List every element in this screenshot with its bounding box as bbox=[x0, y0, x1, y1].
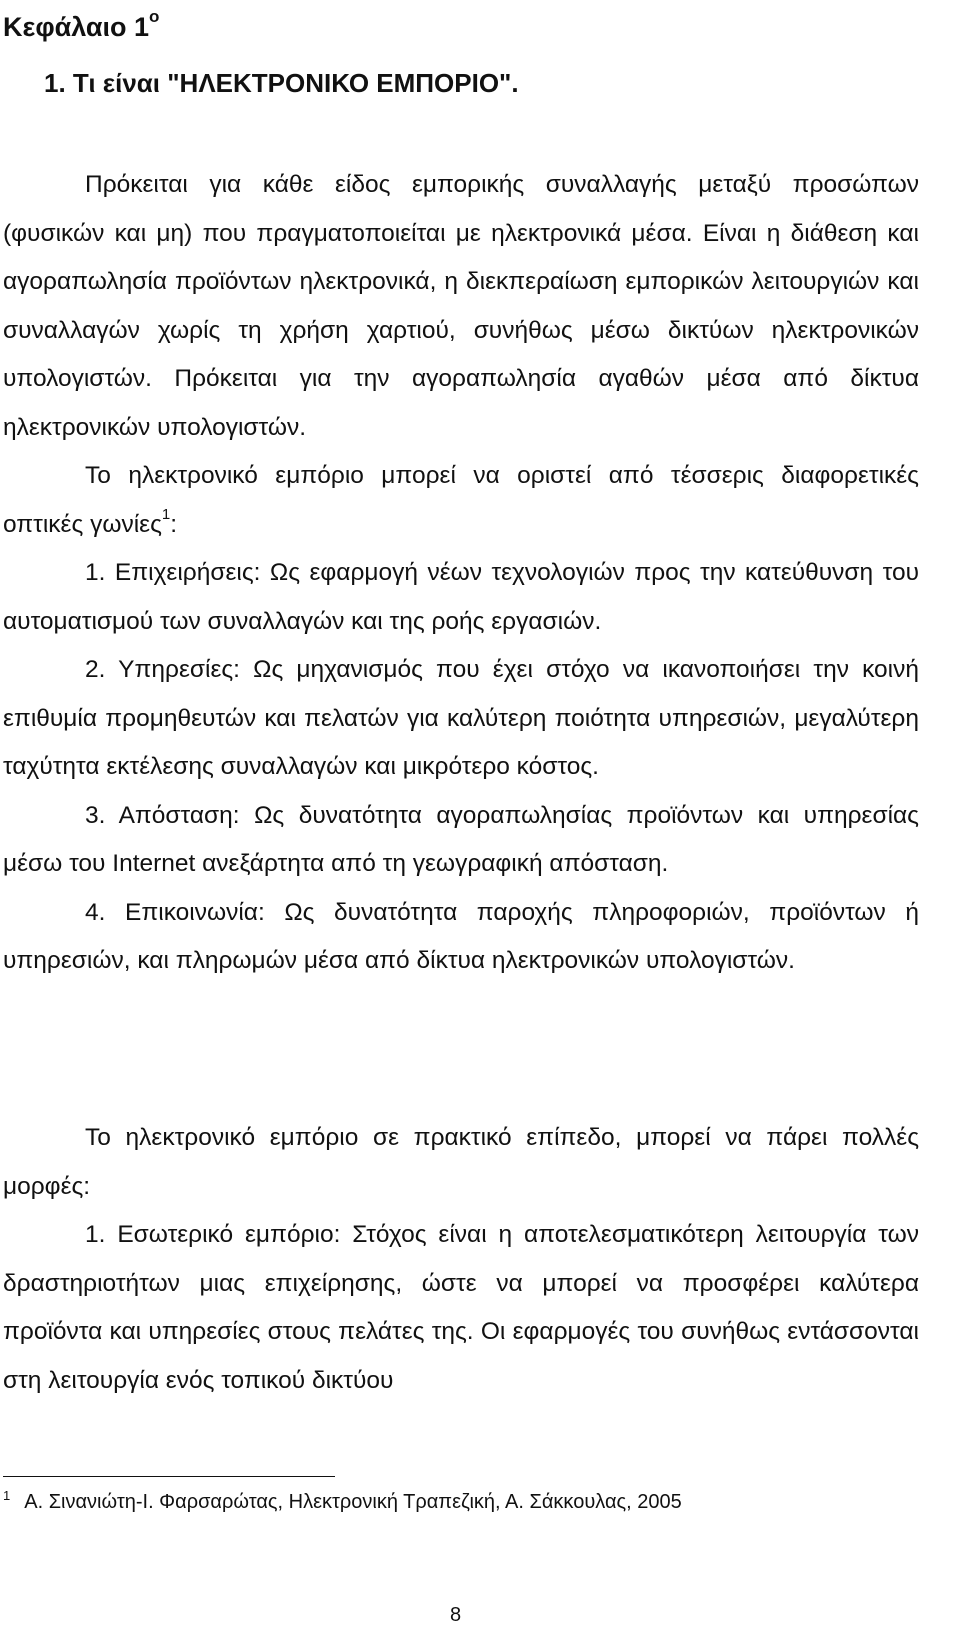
page-number: 8 bbox=[450, 1604, 462, 1626]
section-heading: 1. Τι είναι "ΗΛΕΚΤΡΟΝΙΚΟ ΕΜΠΟΡΙΟ". bbox=[44, 68, 519, 98]
perspective-item: 1. Επιχειρήσεις: Ως εφαρμογή νέων τεχνολογιών προς την κατεύθυνση του αυτοματισμού των συναλλαγών και της ροής εργασιών. bbox=[3, 559, 919, 635]
footnote-divider bbox=[3, 1476, 335, 1477]
perspective-item: 4. Επικοινωνία: Ως δυνατότητα παροχής πληροφοριών, προϊόντων ή υπηρεσιών, και πληρωμών μέσα από δίκτυα ηλεκτρονικών υπολογιστών. bbox=[3, 898, 919, 974]
chapter-ordinal: ο bbox=[149, 7, 160, 26]
perspectives-intro-text: Το ηλεκτρονικό εμπόριο μπορεί να οριστεί από τέσσερις διαφορετικές οπτικές γωνίες bbox=[3, 462, 919, 538]
forms-intro-paragraph: Το ηλεκτρονικό εμπόριο σε πρακτικό επίπεδο, μπορεί να πάρει πολλές μορφές: bbox=[3, 1124, 919, 1200]
perspectives-intro-paragraph bbox=[3, 452, 919, 549]
chapter-title bbox=[3, 4, 159, 44]
form-item: 1. Εσωτερικό εμπόριο: Στόχος είναι η αποτελεσματικότερη λειτουργία των δραστηριοτήτων μιας επιχείρησης, ώστε να μπορεί να προσφέρει καλύτερα προϊόντα και υπηρεσίες στους πελάτες της. Οι εφαρμογές του συνήθως εντάσσονται στη λειτουργία ενός τοπικού δικτύου bbox=[3, 1221, 919, 1394]
footnote bbox=[3, 1488, 682, 1518]
intro-section bbox=[3, 161, 919, 986]
perspective-item: 2. Υπηρεσίες: Ως μηχανισμός που έχει στόχο να ικανοποιήσει την κοινή επιθυμία προμηθευτών και πελατών για καλύτερη ποιότητα υπηρεσιών, μεγαλύτερη ταχύτητα εκτέλεσης συναλλαγών και μικρότερο κόστος. bbox=[3, 656, 919, 780]
footnote-text: Α. Σινανιώτη-Ι. Φαρσαρώτας, Ηλεκτρονική Τραπεζική, Α. Σάκκουλας, 2005 bbox=[24, 1491, 682, 1513]
perspective-item: 3. Απόσταση: Ως δυνατότητα αγοραπωλησίας προϊόντων και υπηρεσίας μέσω του Internet ανεξάρτητα από τη γεωγραφική απόσταση. bbox=[3, 801, 919, 877]
perspectives-intro-colon: : bbox=[170, 510, 178, 538]
footnote-reference: 1 bbox=[161, 506, 171, 524]
chapter-label: Κεφάλαιο 1 bbox=[3, 12, 150, 42]
forms-section bbox=[3, 1114, 919, 1405]
footnote-mark: 1 bbox=[3, 1488, 11, 1503]
definition-paragraph: Πρόκειται για κάθε είδος εμπορικής συναλλαγής μεταξύ προσώπων (φυσικών και μη) που πραγματοποιείται με ηλεκτρονικά μέσα. Είναι η διάθεση και αγοραπωλησία προϊόντων ηλεκτρονικά, η διεκπεραίωση εμπορικών λειτουργιών και συναλλαγών χωρίς τη χρήση χαρτιού, συνήθως μέσω δικτύων ηλεκτρονικών υπολογιστών. Πρόκειται για την αγοραπωλησία αγαθών μέσα από δίκτυα ηλεκτρονικών υπολογιστών. bbox=[3, 171, 919, 441]
